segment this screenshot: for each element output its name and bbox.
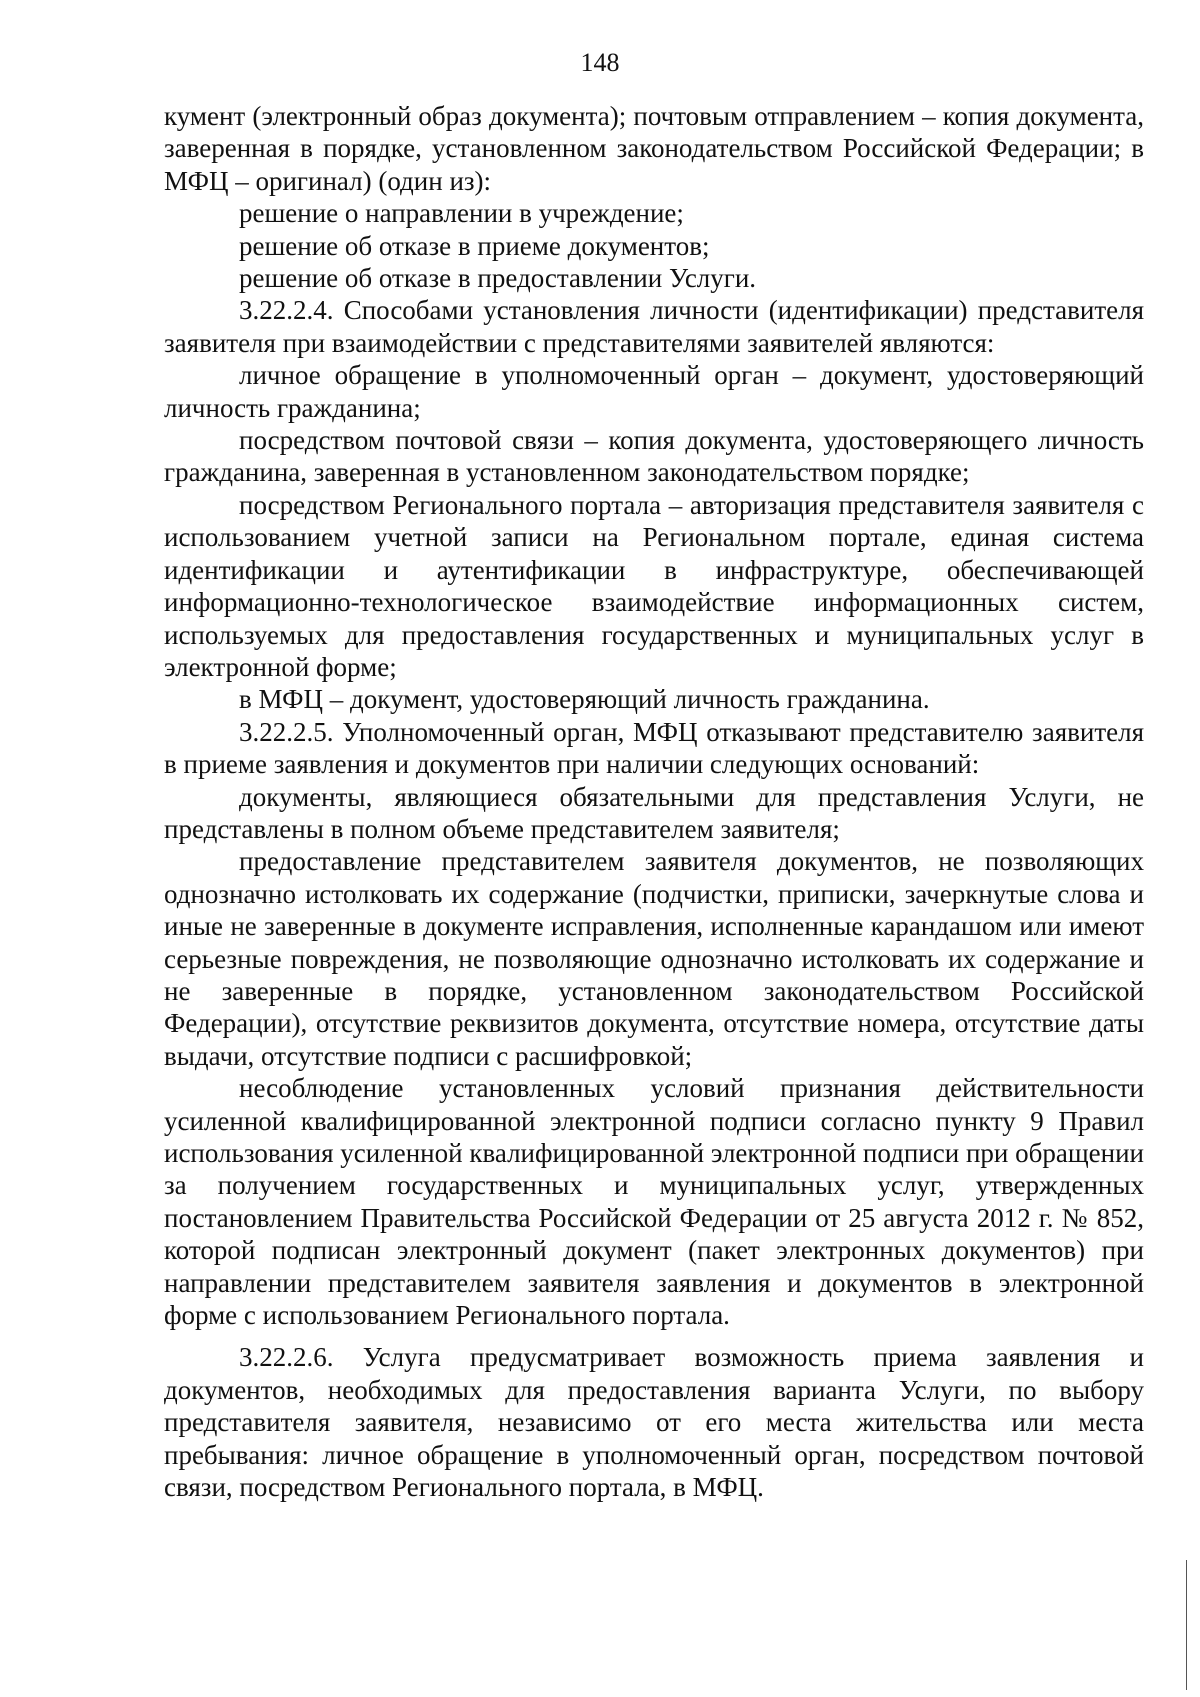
paragraph-3-22-2-6: 3.22.2.6. Услуга предусматривает возможность приема заявления и документов, необходимых для предоставления варианта Услуги, по выбору представителя заявителя, независимо от его места жительства или места пребывания: личное обращение в уполномоченный орган, посредством почтовой связи, посредством Регионального портала, в МФЦ. [164,1342,1144,1503]
paragraph-incomplete-documents: документы, являющиеся обязательными для представления Услуги, не представлены в полном объеме представителем заявителя; [164,781,1144,844]
paragraph-signature-conditions: несоблюдение установленных условий признания действительности усиленной квалифицированной электронной подписи согласно пункту 9 Правил использования усиленной квалифицированной электронной подписи при обращении за получением государственных и муниципальных услуг, утвержденных постановлением Правительства Российской Федерации от 25 августа 2012 г. № 852, которой подписан электронный документ (пакет электронных документов) при направлении представителем заявителя заявления и документов в электронной форме с использованием Регионального портала. [164,1073,1144,1331]
paragraph-decision-refusal-acceptance: решение об отказе в приеме документов; [239,230,710,261]
paragraph-continuation: кумент (электронный образ документа); почтовым отправлением – копия документа, заверенная в порядке, установленном законодательством Российской Федерации; в МФЦ – оригинал) (один из): [164,101,1144,196]
document-body [164,100,1144,1503]
paragraph-3-22-2-5: 3.22.2.5. Уполномоченный орган, МФЦ отказывают представителю заявителя в приеме заявления и документов при наличии следующих оснований: [164,716,1144,780]
paragraph-regional-portal: посредством Регионального портала – авторизация представителя заявителя с использованием учетной записи на Региональном портале, единая система идентификации и аутентификации в инфраструктуре, обеспечивающей информационно-технологическое взаимодействие информационных систем, используемых для предоставления государственных и муниципальных услуг в электронной форме; [164,489,1144,682]
paragraph-personal-appeal: личное обращение в уполномоченный орган – документ, удостоверяющий личность гражданина; [164,360,1144,423]
paragraph-postal: посредством почтовой связи – копия документа, удостоверяющего личность гражданина, заверенная в установленном законодательством порядке; [164,425,1144,488]
paragraph-mfc: в МФЦ – документ, удостоверяющий личность гражданина. [239,684,930,715]
paragraph-decision-referral: решение о направлении в учреждение; [239,198,684,229]
scan-edge-line [1186,1560,1187,1690]
paragraph-3-22-2-4: 3.22.2.4. Способами установления личности (идентификации) представителя заявителя при взаимодействии с представителями заявителей являются: [164,295,1144,358]
paragraph-decision-refusal-service: решение об отказе в предоставлении Услуги. [239,263,757,294]
paragraph-ambiguous-documents: предоставление представителем заявителя документов, не позволяющих однозначно истолковать их содержание (подчистки, приписки, зачеркнутые слова и иные не заверенные в документе исправления, исполненные карандашом или имеют серьезные повреждения, не позволяющие однозначно истолковать их содержание и не заверенные в порядке, установленном законодательством Российской Федерации), отсутствие реквизитов документа, отсутствие номера, отсутствие даты выдачи, отсутствие подписи с расшифровкой; [164,846,1144,1071]
page-number: 148 [580,48,620,77]
